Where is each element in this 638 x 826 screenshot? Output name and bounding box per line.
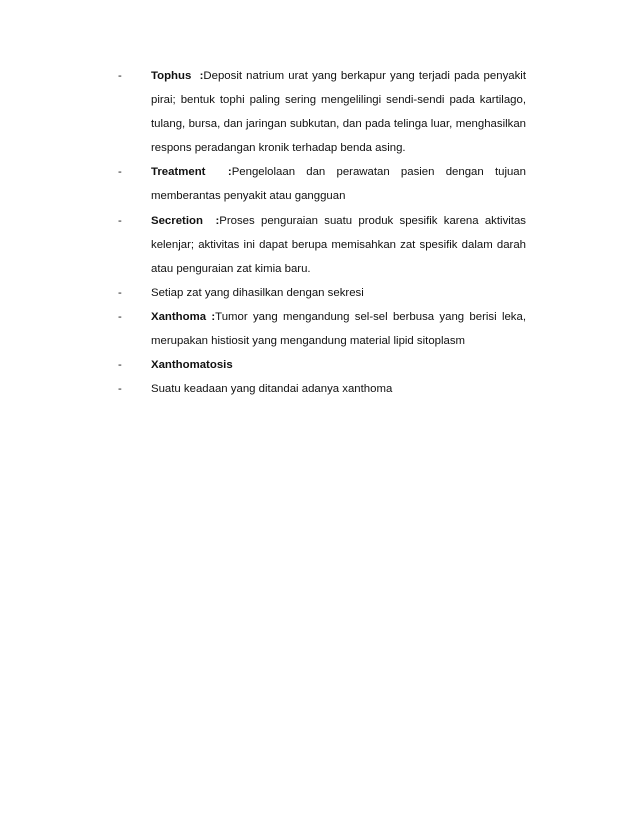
glossary-list xyxy=(118,64,526,401)
term-label xyxy=(151,166,232,178)
term-colon: : xyxy=(199,70,204,82)
term-label xyxy=(151,215,219,227)
term-colon: : xyxy=(215,214,220,227)
list-item-secretion-note xyxy=(118,281,526,305)
term-text: Secretion xyxy=(151,214,203,227)
term-text: Xanthoma xyxy=(151,310,207,323)
list-item-treatment xyxy=(118,160,526,208)
term-label xyxy=(151,311,215,323)
definition-text: Tumor yang mengandung sel-sel berbusa yang berisi leka, merupakan histiosit yang mengandung material lipid sitoplasm xyxy=(151,310,527,348)
definition-text: Pengelolaan dan perawatan pasien dengan tujuan memberantas penyakit atau gangguan xyxy=(151,166,526,203)
list-item-xanthomatosis-note xyxy=(118,377,526,401)
bullet-dash: - xyxy=(118,359,122,372)
list-item-xanthoma xyxy=(118,305,526,353)
list-item-xanthomatosis xyxy=(118,353,526,377)
term-text: Tophus xyxy=(151,70,192,82)
bullet-dash: - xyxy=(118,286,122,299)
list-item-secretion xyxy=(118,209,526,281)
term-label xyxy=(151,359,233,371)
term-spacer xyxy=(205,166,227,178)
definition-text: Proses penguraian suatu produk spesifik karena aktivitas kelenjar; aktivitas ini dapat berupa memisahkan zat spesifik dalam darah atau penguraian zat kimia baru. xyxy=(151,214,526,275)
term-colon: : xyxy=(227,166,232,179)
term-spacer xyxy=(203,215,216,227)
bullet-dash: - xyxy=(118,70,122,82)
term-text: Treatment xyxy=(151,166,206,179)
bullet-dash: - xyxy=(118,214,122,227)
definition-text: Deposit natrium urat yang berkapur yang terjadi pada penyakit pirai; bentuk tophi paling sering mengelilingi sendi-sendi pada kartilago, tulang, bursa, dan jaringan subkutan, dan pada telinga luar, menghasilkan respons peradangan kronik terhadap benda asing. xyxy=(151,70,526,155)
list-item-tophus xyxy=(118,64,526,160)
bullet-dash: - xyxy=(118,310,122,323)
definition-text: Setiap zat yang dihasilkan dengan sekresi xyxy=(151,286,364,299)
term-colon: : xyxy=(211,310,216,323)
bullet-dash: - xyxy=(118,383,122,396)
bullet-dash: - xyxy=(118,166,122,179)
definition-text: Suatu keadaan yang ditandai adanya xanthoma xyxy=(151,383,393,396)
term-spacer xyxy=(191,70,199,82)
term-label xyxy=(151,70,203,82)
term-text: Xanthomatosis xyxy=(151,359,233,372)
